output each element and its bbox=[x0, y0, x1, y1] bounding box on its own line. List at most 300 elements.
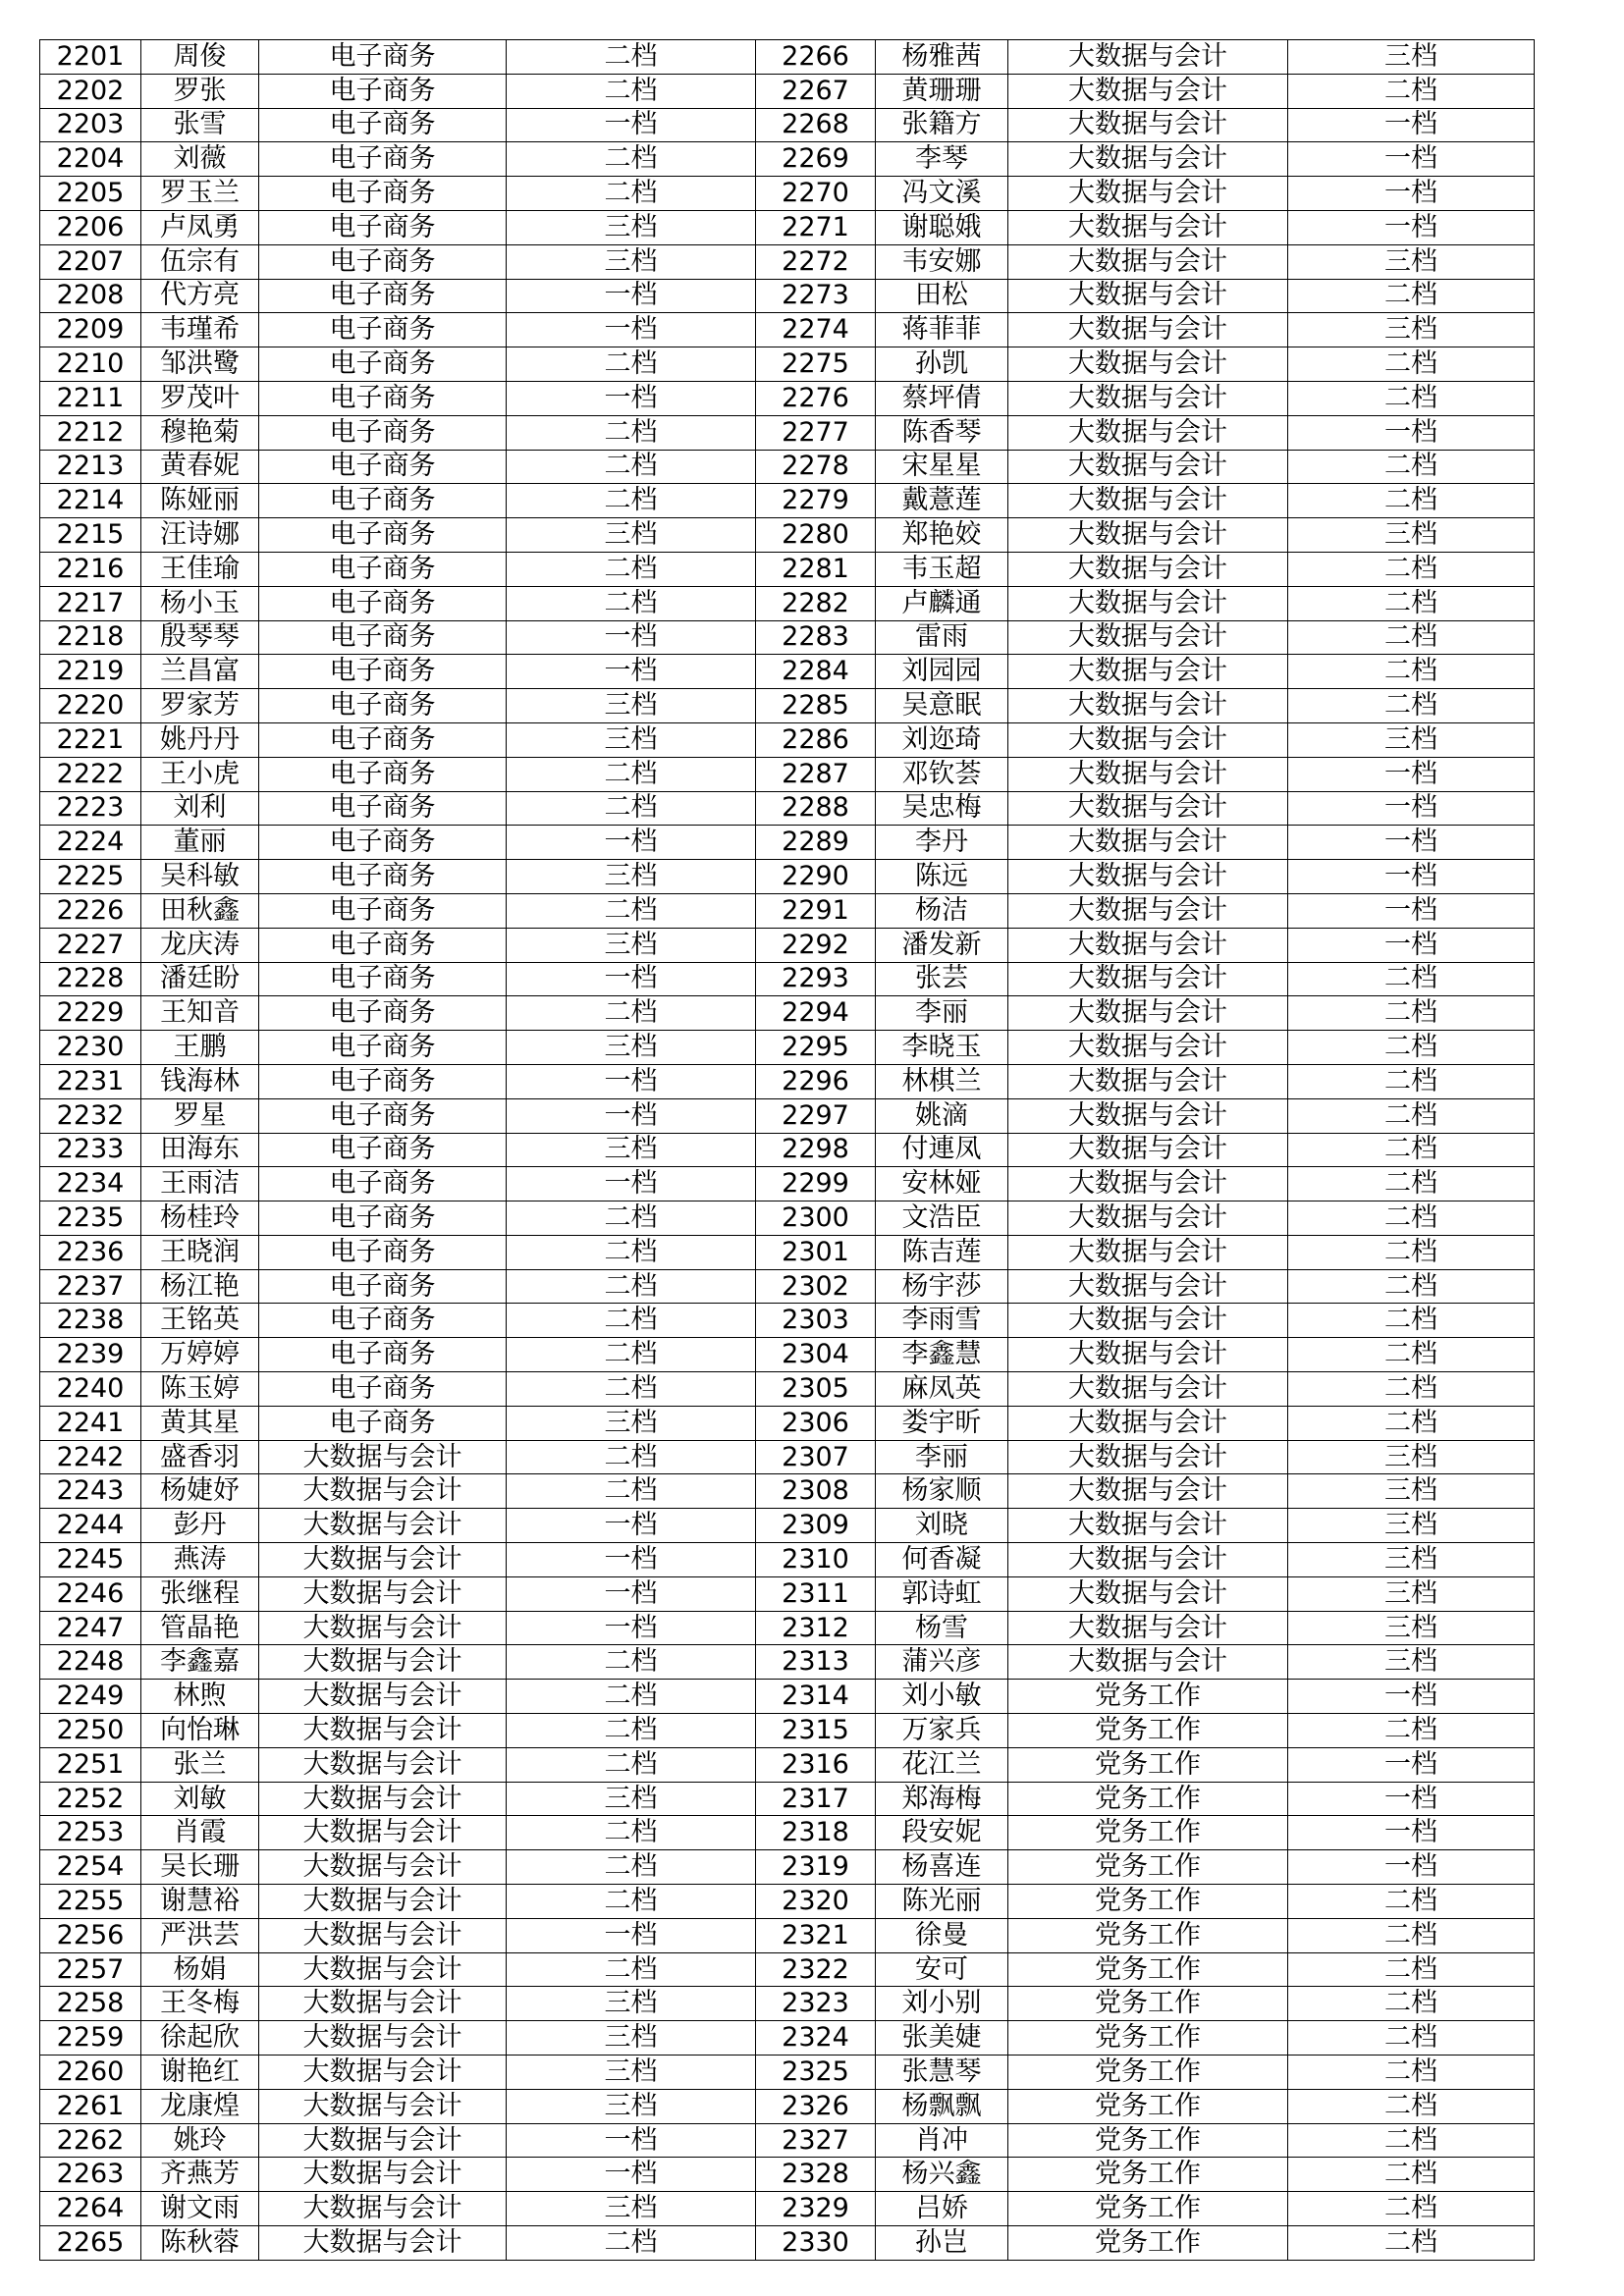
right-major-cell: 党务工作 bbox=[1008, 1747, 1288, 1782]
left-number-cell: 2201 bbox=[40, 40, 141, 75]
right-name-cell: 杨喜连 bbox=[876, 1850, 1008, 1885]
right-grade-cell: 二档 bbox=[1288, 1235, 1535, 1269]
right-name-cell: 刘迩琦 bbox=[876, 722, 1008, 757]
right-name-cell: 李雨雪 bbox=[876, 1304, 1008, 1338]
right-number-cell: 2328 bbox=[756, 2158, 876, 2192]
table-row bbox=[40, 1031, 1535, 1065]
left-number-cell: 2242 bbox=[40, 1440, 141, 1474]
right-number-cell: 2304 bbox=[756, 1338, 876, 1372]
right-number-cell: 2297 bbox=[756, 1098, 876, 1133]
right-name-cell: 姚滴 bbox=[876, 1098, 1008, 1133]
right-number-cell: 2290 bbox=[756, 860, 876, 894]
right-number-cell: 2299 bbox=[756, 1167, 876, 1201]
right-grade-cell: 二档 bbox=[1288, 1952, 1535, 1987]
right-grade-cell: 二档 bbox=[1288, 2123, 1535, 2158]
left-major-cell: 大数据与会计 bbox=[259, 1509, 507, 1543]
left-grade-cell: 三档 bbox=[507, 210, 756, 244]
left-name-cell: 兰昌富 bbox=[141, 655, 259, 689]
left-major-cell: 大数据与会计 bbox=[259, 2192, 507, 2226]
left-grade-cell: 二档 bbox=[507, 484, 756, 518]
left-name-cell: 罗茂叶 bbox=[141, 381, 259, 415]
left-major-cell: 大数据与会计 bbox=[259, 2021, 507, 2056]
right-name-cell: 田松 bbox=[876, 279, 1008, 313]
right-grade-cell: 二档 bbox=[1288, 347, 1535, 382]
left-grade-cell: 三档 bbox=[507, 1406, 756, 1440]
right-name-cell: 郭诗虹 bbox=[876, 1576, 1008, 1611]
right-major-cell: 大数据与会计 bbox=[1008, 518, 1288, 553]
left-name-cell: 杨江艳 bbox=[141, 1269, 259, 1304]
right-grade-cell: 一档 bbox=[1288, 142, 1535, 177]
right-major-cell: 大数据与会计 bbox=[1008, 108, 1288, 142]
table-row bbox=[40, 2056, 1535, 2090]
right-name-cell: 安林娅 bbox=[876, 1167, 1008, 1201]
table-row bbox=[40, 1782, 1535, 1816]
right-name-cell: 陈吉莲 bbox=[876, 1235, 1008, 1269]
left-major-cell: 电子商务 bbox=[259, 177, 507, 211]
right-number-cell: 2313 bbox=[756, 1645, 876, 1680]
right-number-cell: 2282 bbox=[756, 586, 876, 620]
right-grade-cell: 一档 bbox=[1288, 791, 1535, 826]
left-number-cell: 2249 bbox=[40, 1680, 141, 1714]
right-major-cell: 党务工作 bbox=[1008, 1850, 1288, 1885]
left-number-cell: 2258 bbox=[40, 1987, 141, 2021]
table-row bbox=[40, 1918, 1535, 1952]
right-number-cell: 2306 bbox=[756, 1406, 876, 1440]
right-major-cell: 大数据与会计 bbox=[1008, 996, 1288, 1031]
right-grade-cell: 二档 bbox=[1288, 1885, 1535, 1919]
right-grade-cell: 三档 bbox=[1288, 1509, 1535, 1543]
right-grade-cell: 二档 bbox=[1288, 2226, 1535, 2261]
right-number-cell: 2269 bbox=[756, 142, 876, 177]
right-grade-cell: 二档 bbox=[1288, 279, 1535, 313]
left-grade-cell: 二档 bbox=[507, 586, 756, 620]
left-name-cell: 代方亮 bbox=[141, 279, 259, 313]
right-number-cell: 2270 bbox=[756, 177, 876, 211]
right-grade-cell: 二档 bbox=[1288, 1167, 1535, 1201]
table-row bbox=[40, 928, 1535, 962]
right-name-cell: 韦玉超 bbox=[876, 552, 1008, 586]
left-grade-cell: 三档 bbox=[507, 722, 756, 757]
left-major-cell: 大数据与会计 bbox=[259, 2089, 507, 2123]
left-name-cell: 周俊 bbox=[141, 40, 259, 75]
left-name-cell: 殷琴琴 bbox=[141, 620, 259, 655]
left-number-cell: 2259 bbox=[40, 2021, 141, 2056]
left-name-cell: 王雨洁 bbox=[141, 1167, 259, 1201]
right-major-cell: 大数据与会计 bbox=[1008, 1064, 1288, 1098]
left-name-cell: 刘薇 bbox=[141, 142, 259, 177]
left-major-cell: 电子商务 bbox=[259, 1031, 507, 1065]
left-major-cell: 电子商务 bbox=[259, 826, 507, 860]
right-number-cell: 2302 bbox=[756, 1269, 876, 1304]
left-number-cell: 2252 bbox=[40, 1782, 141, 1816]
right-name-cell: 肖冲 bbox=[876, 2123, 1008, 2158]
table-row bbox=[40, 2158, 1535, 2192]
right-name-cell: 何香凝 bbox=[876, 1543, 1008, 1577]
left-grade-cell: 二档 bbox=[507, 347, 756, 382]
left-major-cell: 电子商务 bbox=[259, 1235, 507, 1269]
left-number-cell: 2254 bbox=[40, 1850, 141, 1885]
right-major-cell: 大数据与会计 bbox=[1008, 620, 1288, 655]
table-row bbox=[40, 142, 1535, 177]
right-number-cell: 2316 bbox=[756, 1747, 876, 1782]
right-grade-cell: 三档 bbox=[1288, 1645, 1535, 1680]
right-major-cell: 大数据与会计 bbox=[1008, 279, 1288, 313]
left-grade-cell: 三档 bbox=[507, 2056, 756, 2090]
right-grade-cell: 一档 bbox=[1288, 210, 1535, 244]
right-number-cell: 2278 bbox=[756, 450, 876, 484]
right-grade-cell: 一档 bbox=[1288, 1782, 1535, 1816]
left-grade-cell: 二档 bbox=[507, 1269, 756, 1304]
right-grade-cell: 二档 bbox=[1288, 962, 1535, 996]
left-major-cell: 大数据与会计 bbox=[259, 1680, 507, 1714]
left-name-cell: 李鑫嘉 bbox=[141, 1645, 259, 1680]
table-row bbox=[40, 860, 1535, 894]
left-number-cell: 2228 bbox=[40, 962, 141, 996]
left-major-cell: 电子商务 bbox=[259, 791, 507, 826]
right-name-cell: 杨兴鑫 bbox=[876, 2158, 1008, 2192]
table-row bbox=[40, 1509, 1535, 1543]
left-number-cell: 2255 bbox=[40, 1885, 141, 1919]
left-name-cell: 汪诗娜 bbox=[141, 518, 259, 553]
left-major-cell: 大数据与会计 bbox=[259, 1816, 507, 1850]
table-row bbox=[40, 347, 1535, 382]
table-row bbox=[40, 1406, 1535, 1440]
left-name-cell: 陈秋蓉 bbox=[141, 2226, 259, 2261]
table-row bbox=[40, 893, 1535, 928]
left-number-cell: 2227 bbox=[40, 928, 141, 962]
right-name-cell: 花江兰 bbox=[876, 1747, 1008, 1782]
right-grade-cell: 二档 bbox=[1288, 1918, 1535, 1952]
right-number-cell: 2280 bbox=[756, 518, 876, 553]
right-major-cell: 大数据与会计 bbox=[1008, 415, 1288, 450]
right-grade-cell: 二档 bbox=[1288, 996, 1535, 1031]
left-name-cell: 罗星 bbox=[141, 1098, 259, 1133]
right-major-cell: 大数据与会计 bbox=[1008, 962, 1288, 996]
table-row bbox=[40, 415, 1535, 450]
left-name-cell: 林煦 bbox=[141, 1680, 259, 1714]
left-grade-cell: 三档 bbox=[507, 2192, 756, 2226]
right-major-cell: 大数据与会计 bbox=[1008, 1509, 1288, 1543]
left-number-cell: 2263 bbox=[40, 2158, 141, 2192]
right-name-cell: 李丽 bbox=[876, 996, 1008, 1031]
left-number-cell: 2247 bbox=[40, 1611, 141, 1645]
right-major-cell: 大数据与会计 bbox=[1008, 484, 1288, 518]
right-number-cell: 2310 bbox=[756, 1543, 876, 1577]
right-grade-cell: 一档 bbox=[1288, 1747, 1535, 1782]
right-number-cell: 2322 bbox=[756, 1952, 876, 1987]
right-name-cell: 刘小别 bbox=[876, 1987, 1008, 2021]
left-grade-cell: 三档 bbox=[507, 518, 756, 553]
left-number-cell: 2235 bbox=[40, 1201, 141, 1236]
table-row bbox=[40, 177, 1535, 211]
left-name-cell: 陈娅丽 bbox=[141, 484, 259, 518]
left-major-cell: 电子商务 bbox=[259, 860, 507, 894]
right-grade-cell: 三档 bbox=[1288, 244, 1535, 279]
right-grade-cell: 二档 bbox=[1288, 1987, 1535, 2021]
right-grade-cell: 三档 bbox=[1288, 518, 1535, 553]
right-number-cell: 2300 bbox=[756, 1201, 876, 1236]
left-name-cell: 董丽 bbox=[141, 826, 259, 860]
right-grade-cell: 一档 bbox=[1288, 757, 1535, 791]
right-grade-cell: 一档 bbox=[1288, 177, 1535, 211]
right-grade-cell: 一档 bbox=[1288, 1680, 1535, 1714]
left-major-cell: 电子商务 bbox=[259, 996, 507, 1031]
right-major-cell: 大数据与会计 bbox=[1008, 722, 1288, 757]
left-number-cell: 2262 bbox=[40, 2123, 141, 2158]
left-name-cell: 谢慧裕 bbox=[141, 1885, 259, 1919]
left-name-cell: 王鹏 bbox=[141, 1031, 259, 1065]
left-number-cell: 2261 bbox=[40, 2089, 141, 2123]
right-name-cell: 张美婕 bbox=[876, 2021, 1008, 2056]
right-name-cell: 张慧琴 bbox=[876, 2056, 1008, 2090]
right-name-cell: 麻凤英 bbox=[876, 1372, 1008, 1407]
right-major-cell: 大数据与会计 bbox=[1008, 1576, 1288, 1611]
right-name-cell: 郑艳姣 bbox=[876, 518, 1008, 553]
right-name-cell: 李琴 bbox=[876, 142, 1008, 177]
left-number-cell: 2243 bbox=[40, 1474, 141, 1509]
right-major-cell: 党务工作 bbox=[1008, 2226, 1288, 2261]
left-number-cell: 2229 bbox=[40, 996, 141, 1031]
left-name-cell: 杨桂玲 bbox=[141, 1201, 259, 1236]
right-number-cell: 2327 bbox=[756, 2123, 876, 2158]
left-grade-cell: 二档 bbox=[507, 1816, 756, 1850]
right-grade-cell: 二档 bbox=[1288, 1201, 1535, 1236]
right-grade-cell: 二档 bbox=[1288, 1064, 1535, 1098]
right-number-cell: 2291 bbox=[756, 893, 876, 928]
right-number-cell: 2307 bbox=[756, 1440, 876, 1474]
left-name-cell: 齐燕芳 bbox=[141, 2158, 259, 2192]
left-major-cell: 大数据与会计 bbox=[259, 1952, 507, 1987]
right-name-cell: 蒲兴彦 bbox=[876, 1645, 1008, 1680]
left-name-cell: 潘廷盼 bbox=[141, 962, 259, 996]
left-name-cell: 伍宗有 bbox=[141, 244, 259, 279]
table-row bbox=[40, 1747, 1535, 1782]
left-grade-cell: 一档 bbox=[507, 1167, 756, 1201]
right-grade-cell: 二档 bbox=[1288, 1098, 1535, 1133]
left-grade-cell: 二档 bbox=[507, 1440, 756, 1474]
right-number-cell: 2288 bbox=[756, 791, 876, 826]
right-grade-cell: 二档 bbox=[1288, 2089, 1535, 2123]
right-number-cell: 2317 bbox=[756, 1782, 876, 1816]
left-grade-cell: 一档 bbox=[507, 108, 756, 142]
right-grade-cell: 一档 bbox=[1288, 928, 1535, 962]
left-grade-cell: 二档 bbox=[507, 1338, 756, 1372]
table-row bbox=[40, 962, 1535, 996]
left-number-cell: 2216 bbox=[40, 552, 141, 586]
right-major-cell: 大数据与会计 bbox=[1008, 1201, 1288, 1236]
right-major-cell: 大数据与会计 bbox=[1008, 1304, 1288, 1338]
left-name-cell: 王铭英 bbox=[141, 1304, 259, 1338]
left-name-cell: 田秋鑫 bbox=[141, 893, 259, 928]
left-major-cell: 大数据与会计 bbox=[259, 2226, 507, 2261]
left-major-cell: 电子商务 bbox=[259, 1201, 507, 1236]
left-major-cell: 大数据与会计 bbox=[259, 2158, 507, 2192]
right-number-cell: 2325 bbox=[756, 2056, 876, 2090]
right-name-cell: 文浩臣 bbox=[876, 1201, 1008, 1236]
table-row bbox=[40, 1576, 1535, 1611]
left-name-cell: 杨小玉 bbox=[141, 586, 259, 620]
right-major-cell: 大数据与会计 bbox=[1008, 1645, 1288, 1680]
table-row bbox=[40, 826, 1535, 860]
right-major-cell: 党务工作 bbox=[1008, 2021, 1288, 2056]
left-number-cell: 2238 bbox=[40, 1304, 141, 1338]
left-grade-cell: 二档 bbox=[507, 996, 756, 1031]
right-grade-cell: 二档 bbox=[1288, 1269, 1535, 1304]
right-name-cell: 刘园园 bbox=[876, 655, 1008, 689]
right-number-cell: 2301 bbox=[756, 1235, 876, 1269]
right-major-cell: 大数据与会计 bbox=[1008, 313, 1288, 347]
left-grade-cell: 一档 bbox=[507, 1918, 756, 1952]
right-number-cell: 2285 bbox=[756, 689, 876, 723]
left-number-cell: 2209 bbox=[40, 313, 141, 347]
table-row bbox=[40, 1440, 1535, 1474]
left-major-cell: 大数据与会计 bbox=[259, 2056, 507, 2090]
left-grade-cell: 二档 bbox=[507, 1952, 756, 1987]
left-grade-cell: 一档 bbox=[507, 1543, 756, 1577]
right-grade-cell: 二档 bbox=[1288, 1133, 1535, 1167]
right-name-cell: 吕娇 bbox=[876, 2192, 1008, 2226]
left-grade-cell: 一档 bbox=[507, 826, 756, 860]
right-number-cell: 2323 bbox=[756, 1987, 876, 2021]
right-major-cell: 大数据与会计 bbox=[1008, 552, 1288, 586]
right-major-cell: 大数据与会计 bbox=[1008, 757, 1288, 791]
right-number-cell: 2314 bbox=[756, 1680, 876, 1714]
table-row bbox=[40, 2226, 1535, 2261]
left-grade-cell: 一档 bbox=[507, 1098, 756, 1133]
left-number-cell: 2248 bbox=[40, 1645, 141, 1680]
left-number-cell: 2265 bbox=[40, 2226, 141, 2261]
table-row bbox=[40, 1987, 1535, 2021]
table-row bbox=[40, 757, 1535, 791]
left-number-cell: 2244 bbox=[40, 1509, 141, 1543]
left-name-cell: 吴科敏 bbox=[141, 860, 259, 894]
right-grade-cell: 二档 bbox=[1288, 74, 1535, 108]
left-number-cell: 2224 bbox=[40, 826, 141, 860]
left-major-cell: 大数据与会计 bbox=[259, 1850, 507, 1885]
left-major-cell: 电子商务 bbox=[259, 347, 507, 382]
right-name-cell: 吴忠梅 bbox=[876, 791, 1008, 826]
right-grade-cell: 二档 bbox=[1288, 552, 1535, 586]
left-grade-cell: 三档 bbox=[507, 2089, 756, 2123]
right-name-cell: 杨雪 bbox=[876, 1611, 1008, 1645]
right-name-cell: 陈光丽 bbox=[876, 1885, 1008, 1919]
left-name-cell: 罗玉兰 bbox=[141, 177, 259, 211]
table-row bbox=[40, 1680, 1535, 1714]
table-row bbox=[40, 1338, 1535, 1372]
left-name-cell: 张雪 bbox=[141, 108, 259, 142]
left-grade-cell: 二档 bbox=[507, 893, 756, 928]
right-name-cell: 李鑫慧 bbox=[876, 1338, 1008, 1372]
left-name-cell: 张继程 bbox=[141, 1576, 259, 1611]
left-grade-cell: 二档 bbox=[507, 415, 756, 450]
right-name-cell: 杨宇莎 bbox=[876, 1269, 1008, 1304]
left-number-cell: 2251 bbox=[40, 1747, 141, 1782]
left-major-cell: 电子商务 bbox=[259, 313, 507, 347]
right-number-cell: 2286 bbox=[756, 722, 876, 757]
right-name-cell: 蔡坪倩 bbox=[876, 381, 1008, 415]
left-number-cell: 2215 bbox=[40, 518, 141, 553]
left-number-cell: 2208 bbox=[40, 279, 141, 313]
left-name-cell: 谢艳红 bbox=[141, 2056, 259, 2090]
left-major-cell: 电子商务 bbox=[259, 74, 507, 108]
right-major-cell: 党务工作 bbox=[1008, 2056, 1288, 2090]
right-grade-cell: 二档 bbox=[1288, 2056, 1535, 2090]
right-number-cell: 2318 bbox=[756, 1816, 876, 1850]
right-grade-cell: 一档 bbox=[1288, 860, 1535, 894]
right-name-cell: 付連凤 bbox=[876, 1133, 1008, 1167]
left-major-cell: 电子商务 bbox=[259, 689, 507, 723]
left-major-cell: 电子商务 bbox=[259, 1338, 507, 1372]
left-number-cell: 2230 bbox=[40, 1031, 141, 1065]
right-grade-cell: 二档 bbox=[1288, 2158, 1535, 2192]
right-major-cell: 大数据与会计 bbox=[1008, 689, 1288, 723]
left-major-cell: 电子商务 bbox=[259, 142, 507, 177]
left-grade-cell: 二档 bbox=[507, 1304, 756, 1338]
right-grade-cell: 二档 bbox=[1288, 2192, 1535, 2226]
table-row bbox=[40, 1372, 1535, 1407]
left-major-cell: 大数据与会计 bbox=[259, 1782, 507, 1816]
right-major-cell: 大数据与会计 bbox=[1008, 928, 1288, 962]
right-name-cell: 潘发新 bbox=[876, 928, 1008, 962]
left-major-cell: 电子商务 bbox=[259, 40, 507, 75]
left-name-cell: 王晓润 bbox=[141, 1235, 259, 1269]
right-name-cell: 李丽 bbox=[876, 1440, 1008, 1474]
table-row bbox=[40, 586, 1535, 620]
table-row bbox=[40, 1952, 1535, 1987]
table-row bbox=[40, 1304, 1535, 1338]
right-number-cell: 2273 bbox=[756, 279, 876, 313]
right-major-cell: 党务工作 bbox=[1008, 1782, 1288, 1816]
right-name-cell: 安可 bbox=[876, 1952, 1008, 1987]
left-grade-cell: 二档 bbox=[507, 1850, 756, 1885]
left-major-cell: 大数据与会计 bbox=[259, 1714, 507, 1748]
left-name-cell: 钱海林 bbox=[141, 1064, 259, 1098]
right-name-cell: 雷雨 bbox=[876, 620, 1008, 655]
left-major-cell: 大数据与会计 bbox=[259, 1645, 507, 1680]
right-major-cell: 党务工作 bbox=[1008, 2089, 1288, 2123]
table-row bbox=[40, 518, 1535, 553]
left-number-cell: 2256 bbox=[40, 1918, 141, 1952]
left-grade-cell: 二档 bbox=[507, 1235, 756, 1269]
left-number-cell: 2212 bbox=[40, 415, 141, 450]
left-name-cell: 张兰 bbox=[141, 1747, 259, 1782]
left-number-cell: 2217 bbox=[40, 586, 141, 620]
left-number-cell: 2218 bbox=[40, 620, 141, 655]
right-number-cell: 2272 bbox=[756, 244, 876, 279]
left-number-cell: 2211 bbox=[40, 381, 141, 415]
left-number-cell: 2240 bbox=[40, 1372, 141, 1407]
left-grade-cell: 三档 bbox=[507, 928, 756, 962]
left-grade-cell: 三档 bbox=[507, 244, 756, 279]
left-name-cell: 田海东 bbox=[141, 1133, 259, 1167]
right-name-cell: 戴薏莲 bbox=[876, 484, 1008, 518]
left-major-cell: 电子商务 bbox=[259, 518, 507, 553]
table-row bbox=[40, 1201, 1535, 1236]
right-number-cell: 2296 bbox=[756, 1064, 876, 1098]
left-grade-cell: 三档 bbox=[507, 689, 756, 723]
right-number-cell: 2305 bbox=[756, 1372, 876, 1407]
left-grade-cell: 三档 bbox=[507, 1987, 756, 2021]
right-name-cell: 蒋菲菲 bbox=[876, 313, 1008, 347]
left-name-cell: 龙庆涛 bbox=[141, 928, 259, 962]
left-name-cell: 刘利 bbox=[141, 791, 259, 826]
left-major-cell: 电子商务 bbox=[259, 210, 507, 244]
left-name-cell: 姚丹丹 bbox=[141, 722, 259, 757]
table-row bbox=[40, 450, 1535, 484]
left-number-cell: 2245 bbox=[40, 1543, 141, 1577]
right-grade-cell: 二档 bbox=[1288, 586, 1535, 620]
table-row bbox=[40, 1269, 1535, 1304]
